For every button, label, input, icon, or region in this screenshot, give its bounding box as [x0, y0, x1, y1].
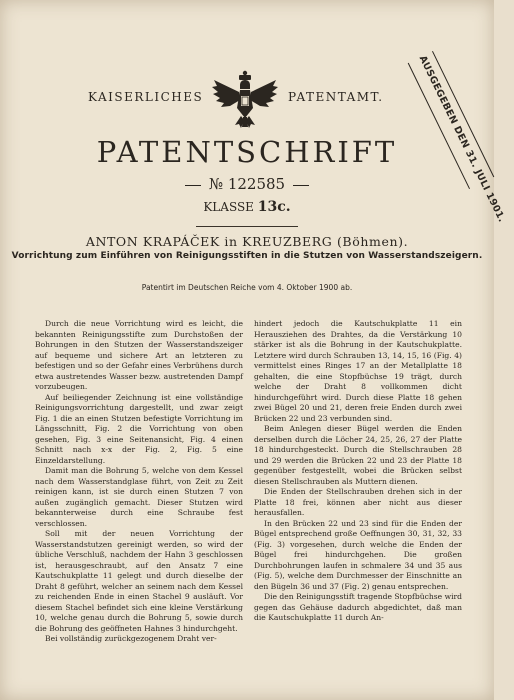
paragraph: Damit man die Bohrung 5, welche von dem Kessel nach dem Wasserstandglase führt, von Zeit zu Zeit reinigen kann, ist sie durch einen Stutzen 7 von außen zugänglich gemacht. Dieser Stutzen wird bekannterweise durch eine Schraube fest verschlossen. — [35, 466, 243, 528]
stamp-text: AUSGEGEBEN DEN 31. JULI 1901. — [416, 54, 508, 225]
imperial-eagle-icon — [210, 66, 280, 130]
body-column-left — [35, 319, 243, 645]
patent-number-line — [0, 175, 494, 193]
paragraph: Auf beiliegender Zeichnung ist eine vollständige Reinigungsvorrichtung dargestellt, und zwar zeigt Fig. 1 die an einen Stutzen befestigte Vorrichtung im Längsschnitt, Fig. 2 die Vorrichtung von oben gesehen, Fig. 3 eine Seitenansicht, Fig. 4 einen Schnitt nach x-x der Fig. 2, Fig. 5 eine Einzeldarstellung. — [35, 392, 243, 465]
header-divider — [196, 226, 298, 227]
paragraph: hindert jedoch die Kautschukplatte 11 ein Herausziehen des Drahtes, da die Verstärkung 10 stärker ist als die Bohrung in der Kautschukplatte. Letztere wird durch Schrauben 13, 14, 15, 16 (Fig. 4) vermittelst eines Ringes 17 an der Metallplatte 18 gehalten, die eine Stopfbüchse 19 trägt, durch welche der Draht 8 vollkommen dicht hindurchgeführt wird. Durch diese Platte 18 gehen zwei Bügel 20 und 21, deren freie Enden durch zwei Brücken 22 und 23 verbunden sind. — [254, 319, 462, 423]
patent-number: № 122585 — [208, 175, 286, 193]
paragraph: In den Brücken 22 und 23 sind für die Enden der Bügel entsprechend große Oeffnungen 30, 31, 32, 33 (Fig. 3) vorgesehen, durch welche die Enden der Bügel frei hindurchgehen. Die großen Durchbohrungen laufen in schmalere 34 und 35 aus (Fig. 5), welche dem Durchmesser der Einschnitte an den Bügeln 36 und 37 (Fig. 2) genau entsprechen. — [254, 518, 462, 591]
klasse-value: 13c. — [257, 199, 291, 215]
paragraph: Die Enden der Stellschrauben drehen sich in der Platte 18 frei, können aber nicht aus dieser herausfallen. — [254, 487, 462, 517]
header-kaiserliches: KAISERLICHES — [88, 90, 204, 104]
klasse-line — [0, 199, 494, 215]
paragraph: Die den Reinigungsstift tragende Stopfbüchse wird gegen das Gehäuse dadurch abgedichtet, daß man die Kautschukplatte 11 durch An- — [254, 592, 462, 622]
paragraph: Bei vollständig zurückgezogenem Draht ver- — [45, 634, 217, 643]
invention-title: Vorrichtung zum Einführen von Reinigungsstiften in die Stutzen von Wasserstandszeigern. — [11, 251, 483, 261]
patent-date: Patentirt im Deutschen Reiche vom 4. Oktober 1900 ab. — [141, 283, 353, 292]
inventor-line: ANTON KRAPÁČEK in KREUZBERG (Böhmen). — [85, 234, 409, 249]
body-column-right — [254, 319, 462, 624]
paragraph: Durch die neue Vorrichtung wird es leicht, die bekannten Reinigungsstifte zum Durchstoßen der Bohrungen in den Stutzen der Wasserstandszeiger auf bequeme und sichere Art an letzteren zu befestigen und so der Gefahr eines Verbrühens durch etwa austretendes Wasser bezw. austretenden Dampf vorzubeugen. — [35, 319, 243, 391]
klasse-label: KLASSE — [203, 200, 254, 214]
paragraph: Soll mit der neuen Vorrichtung der Wasserstandstutzen gereinigt werden, so wird der übliche Verschluß, nachdem der Hahn 3 geschlossen ist, herausgeschraubt, auf den Ansatz 7 eine Kautschukplatte 11 gelegt und durch dieselbe der Draht 8 geführt, welcher an seinem nach dem Kessel zu reichenden Ende in einen Stachel 9 ausläuft. Vor diesem Stachel befindet sich eine kleine Verstärkung 10, welche genau durch die Bohrung 5, sowie durch die Bohrung des geöffneten Hahnes 3 hindurchgeht. — [35, 529, 243, 633]
paragraph: Beim Anlegen dieser Bügel werden die Enden derselben durch die Löcher 24, 25, 26, 27 der Platte 18 hindurchgesteckt. Durch die Stellschrauben 28 und 29 werden die Brücken 22 und 23 der Platte 18 gegenüber festgestellt, wobei die Brücken selbst diesen Stellschrauben als Muttern dienen. — [254, 424, 462, 486]
right-dash — [293, 185, 309, 186]
header-patentamt: PATENTAMT. — [288, 90, 384, 104]
document-title: PATENTSCHRIFT — [96, 135, 398, 169]
left-dash — [185, 185, 201, 186]
